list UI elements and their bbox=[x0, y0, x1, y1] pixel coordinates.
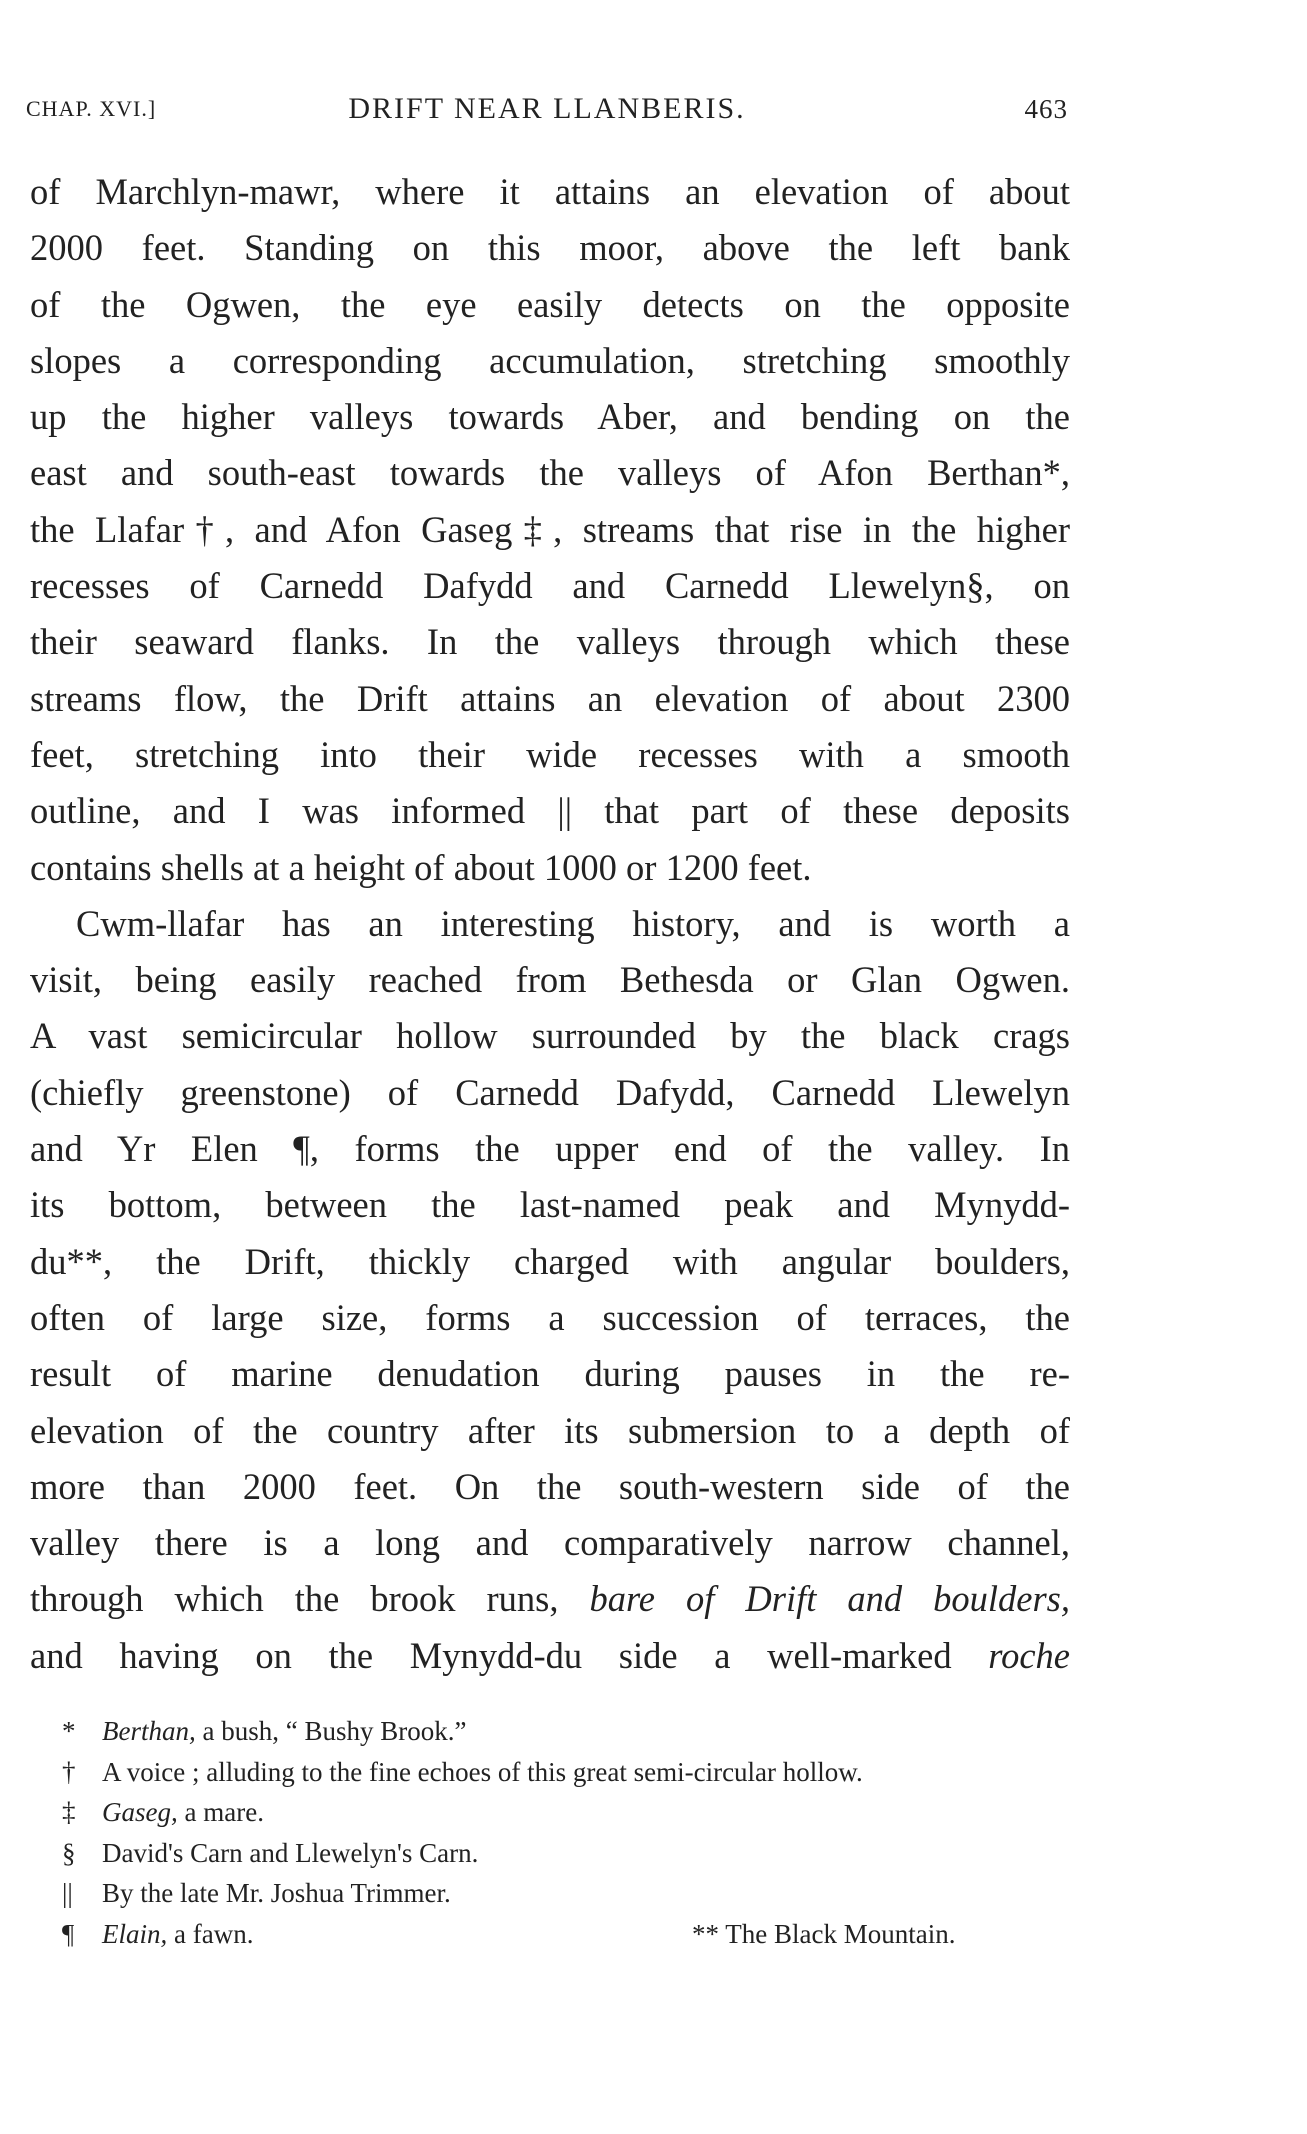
text-line: contains shells at a height of about 1000 or 1200 feet. bbox=[30, 846, 812, 888]
page-number: 463 bbox=[1024, 94, 1068, 124]
chapter-label: CHAP. XVI.] bbox=[26, 96, 157, 121]
text-line bbox=[30, 1628, 1070, 1684]
footnote-text: The Black Mountain. bbox=[725, 1918, 956, 1949]
footnote-term: Elain, bbox=[102, 1918, 168, 1949]
text-line: elevation of the country after its submersion to a depth of bbox=[30, 1409, 1070, 1451]
text-line: often of large size, forms a succession of terraces, the bbox=[30, 1296, 1070, 1338]
text-line: feet, stretching into their wide recesses with a smooth bbox=[30, 733, 1070, 775]
footnote bbox=[62, 1792, 1042, 1833]
text-line: visit, being easily reached from Bethesda or Glan Ogwen. bbox=[30, 959, 1070, 1001]
text-line: the Llafar†, and Afon Gaseg‡, streams that rise in the higher bbox=[30, 508, 1070, 550]
text-line: result of marine denudation during pauses in the re- bbox=[30, 1353, 1070, 1395]
footnote-mark: † bbox=[62, 1756, 76, 1787]
footnote-term: Gaseg, bbox=[102, 1797, 178, 1827]
text-line: up the higher valleys towards Aber, and bending on the bbox=[30, 396, 1070, 438]
text-line: their seaward flanks. In the valleys through which these bbox=[30, 621, 1070, 663]
text-line: A vast semicircular hollow surrounded by the black crags bbox=[30, 1015, 1070, 1057]
text-line: east and south-east towards the valleys of Afon Berthan*, bbox=[30, 452, 1070, 494]
footnote-text: By the late Mr. Joshua Trimmer. bbox=[102, 1878, 451, 1908]
footnote-term: Berthan, bbox=[102, 1716, 196, 1746]
text-line: streams flow, the Drift attains an elevation of about 2300 bbox=[30, 677, 1070, 719]
footnote bbox=[62, 1873, 1042, 1914]
footnote-mark: ** bbox=[692, 1918, 719, 1949]
text-line: outline, and I was informed || that part of these deposits bbox=[30, 790, 1070, 832]
running-head bbox=[26, 90, 1068, 130]
text-line bbox=[30, 1571, 1070, 1627]
footnote-text: A voice ; alluding to the fine echoes of this great semi-circular hollow. bbox=[102, 1756, 863, 1787]
footnote bbox=[62, 1914, 1042, 1955]
footnote-mark: § bbox=[62, 1837, 76, 1868]
text-line: slopes a corresponding accumulation, stretching smoothly bbox=[30, 339, 1070, 381]
footnote-text: David's Carn and Llewelyn's Carn. bbox=[102, 1837, 479, 1868]
text-line: of the Ogwen, the eye easily detects on the opposite bbox=[30, 283, 1070, 325]
footnote-text: a fawn. bbox=[167, 1918, 254, 1949]
text-line: its bottom, between the last-named peak and Mynydd- bbox=[30, 1184, 1070, 1226]
footnotes bbox=[62, 1711, 1042, 1954]
italic-span: bare of Drift and boulders, bbox=[589, 1578, 1070, 1620]
text-line: valley there is a long and comparatively narrow channel, bbox=[30, 1522, 1070, 1564]
text-line: (chiefly greenstone) of Carnedd Dafydd, Carnedd Llewelyn bbox=[30, 1071, 1070, 1113]
text-line: du**, the Drift, thickly charged with angular boulders, bbox=[30, 1240, 1070, 1282]
body-text bbox=[30, 164, 1070, 1684]
italic-span: roche bbox=[988, 1634, 1070, 1676]
text-span: and having on the Mynydd-du side a well-marked bbox=[30, 1634, 989, 1676]
text-line: of Marchlyn-mawr, where it attains an elevation of about bbox=[30, 171, 1070, 212]
text-line: and Yr Elen ¶, forms the upper end of the valley. In bbox=[30, 1128, 1070, 1170]
footnote-text: a bush, “ Bushy Brook.” bbox=[195, 1716, 467, 1746]
footnote bbox=[62, 1752, 1042, 1793]
footnote-text: a mare. bbox=[177, 1797, 264, 1827]
footnote-mark: ¶ bbox=[62, 1918, 75, 1949]
text-span: through which the brook runs, bbox=[30, 1578, 590, 1620]
text-line: 2000 feet. Standing on this moor, above the left bank bbox=[30, 227, 1070, 269]
running-title: DRIFT NEAR LLANBERIS. bbox=[348, 92, 746, 125]
footnote-secondary bbox=[692, 1914, 955, 1955]
footnote bbox=[62, 1833, 1042, 1874]
text-line: Cwm-llafar has an interesting history, and is worth a bbox=[76, 902, 1070, 944]
text-line: recesses of Carnedd Dafydd and Carnedd Llewelyn§, on bbox=[30, 565, 1070, 607]
footnote-mark: * bbox=[62, 1716, 76, 1746]
footnote bbox=[62, 1711, 1042, 1752]
text-line: more than 2000 feet. On the south-western side of the bbox=[30, 1465, 1070, 1507]
footnote-mark: || bbox=[62, 1878, 73, 1908]
footnote-mark: ‡ bbox=[62, 1797, 76, 1827]
